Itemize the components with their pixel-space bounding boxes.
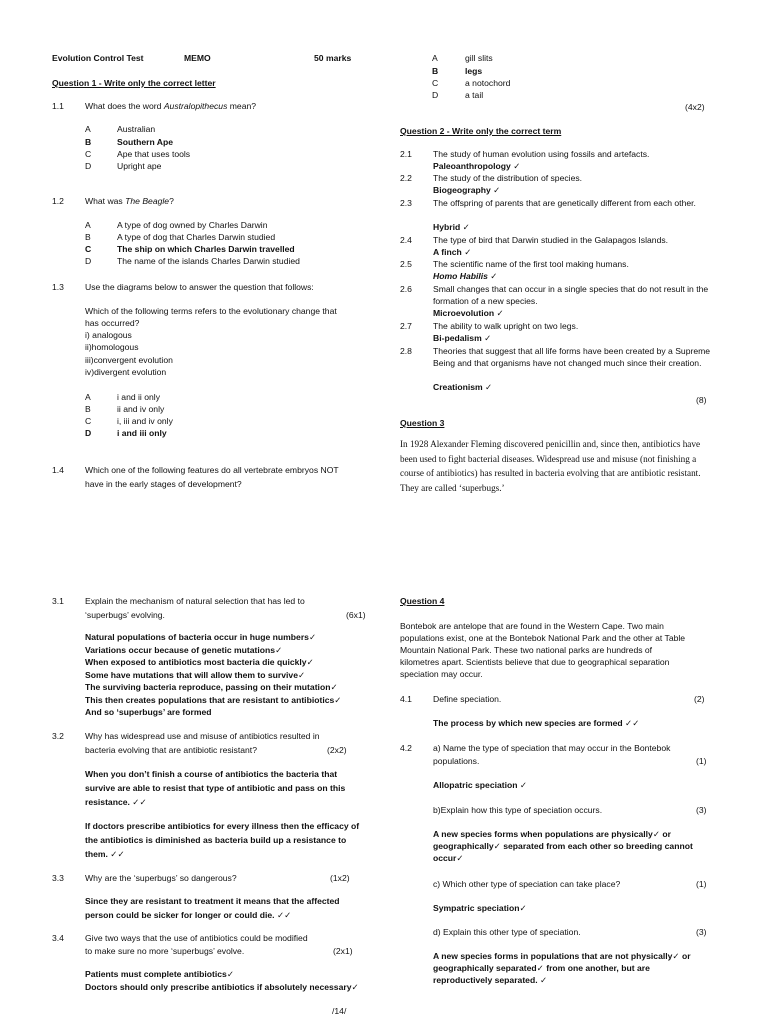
q1-3-item-4: iv)divergent evolution (85, 367, 167, 377)
q2-4-number: 2.4 (400, 235, 412, 245)
q4-2d-answer-line-3: reproductively separated. ✓ (433, 975, 548, 985)
q3-4-line-1: Give two ways that the use of antibiotics could be modified (85, 933, 308, 943)
q2-3-question: The offspring of parents that are genetically different from each other. (433, 198, 696, 208)
q3-2-line-2: bacteria evolving that are antibiotic resistant? (85, 745, 257, 755)
q1-4-option-b-letter: B (432, 66, 439, 76)
q2-8-question: Theories that suggest that all life forms have been created by a Supreme Being and that organisms have not changed much since their creation. (433, 346, 711, 368)
q3-1-answer-1: Natural populations of bacteria occur in huge numbers✓ (85, 632, 317, 642)
q3-1-answer-4: Some have mutations that will allow them to survive✓ (85, 670, 306, 680)
q3-4-line-2: to make sure no more ‘superbugs’ evolve. (85, 946, 245, 956)
question-4-title: Question 4 (400, 596, 445, 606)
q1-2-post: ? (169, 196, 174, 206)
q1-3-number: 1.3 (52, 282, 64, 292)
q3-3-answer-line-2: person could be sicker for longer or could die. ✓✓ (85, 910, 292, 920)
test-title: Evolution Control Test (52, 53, 144, 63)
q4-1-question: Define speciation. (433, 694, 502, 704)
q3-4-answer-2: Doctors should only prescribe antibiotics if absolutely necessary✓ (85, 982, 359, 992)
q1-1-option-d-letter: D (85, 161, 92, 171)
q1-4-option-b-answer: legs (465, 66, 483, 76)
page-number: /14/ (332, 1006, 347, 1016)
q1-1-option-c-letter: C (85, 149, 92, 159)
q1-4-option-c: a notochord (465, 78, 511, 88)
q2-marks: (8) (696, 395, 707, 405)
q3-1-answer-2: Variations occur because of genetic mutations✓ (85, 645, 283, 655)
q4-intro-line-3: Mountain National Park. These two national parks are hundreds of (400, 645, 653, 655)
q2-6-number: 2.6 (400, 284, 412, 294)
q2-7-number: 2.7 (400, 321, 412, 331)
q1-4-number: 1.4 (52, 465, 64, 475)
q1-1-number: 1.1 (52, 101, 64, 111)
q1-1-question (85, 101, 256, 111)
q4-1-answer: The process by which new species are formed ✓✓ (433, 718, 640, 728)
q2-2-question: The study of the distribution of species. (433, 173, 583, 183)
q3-4-number: 3.4 (52, 933, 64, 943)
q3-4-marks: (2x1) (333, 946, 353, 956)
question-3-title: Question 3 (400, 418, 445, 428)
q1-3-option-b-letter: B (85, 404, 91, 414)
q3-2-answer-1-line-2: survive are able to resist that type of antibiotic and pass on this (85, 783, 346, 793)
q3-2-line-1: Why has widespread use and misuse of antibiotics resulted in (85, 731, 320, 741)
q4-2a-answer: Allopatric speciation ✓ (433, 780, 528, 790)
q4-2b-answer-line-2: geographically✓ separated from each other so breeding cannot (433, 841, 693, 851)
q2-3-number: 2.3 (400, 198, 412, 208)
q3-3-number: 3.3 (52, 873, 64, 883)
q1-4-option-a: gill slits (465, 53, 493, 63)
q1-marks: (4x2) (685, 102, 705, 112)
q1-3-option-c-letter: C (85, 416, 92, 426)
q1-3-option-b: ii and iv only (117, 404, 165, 414)
question-1-title: Question 1 - Write only the correct letter (52, 78, 216, 88)
q4-2b-answer-line-1: A new species forms when populations are physically✓ or (433, 829, 672, 839)
q1-2-option-b-letter: B (85, 232, 91, 242)
q3-1-answer-5: The surviving bacteria reproduce, passing on their mutation✓ (85, 682, 338, 692)
q1-2-option-d-letter: D (85, 256, 92, 266)
q3-2-answer-2-line-1: If doctors prescribe antibiotics for every illness then the efficacy of (85, 821, 360, 831)
q2-4-question: The type of bird that Darwin studied in the Galapagos Islands. (433, 235, 669, 245)
q4-2a-line-1: a) Name the type of speciation that may occur in the Bontebok (433, 743, 671, 753)
q2-8-answer: Creationism ✓ (433, 382, 493, 392)
q1-4-line-1: Which one of the following features do all vertebrate embryos NOT (85, 465, 339, 475)
q1-1-option-b-letter: B (85, 137, 92, 147)
question-2-title: Question 2 - Write only the correct term (400, 126, 562, 136)
q1-2-pre: What was (85, 196, 126, 206)
q1-1-option-b-answer: Southern Ape (117, 137, 174, 147)
q4-2a-marks: (1) (696, 756, 707, 766)
q1-2-option-c-answer: The ship on which Charles Darwin travelled (117, 244, 295, 254)
q1-1-pre: What does the word (85, 101, 164, 111)
total-marks: 50 marks (314, 53, 352, 63)
q1-3-option-d-answer: i and iii only (117, 428, 167, 438)
q2-1-number: 2.1 (400, 149, 412, 159)
q3-1-line-1: Explain the mechanism of natural selection that has led to (85, 596, 305, 606)
q4-intro-line-2: populations exist, one at the Bontebok National Park and the other at Table (400, 633, 686, 643)
q2-7-question: The ability to walk upright on two legs. (433, 321, 579, 331)
q3-2-answer-1-line-3: resistance. ✓✓ (85, 797, 147, 807)
q3-1-number: 3.1 (52, 596, 64, 606)
q2-3-answer: Hybrid ✓ (433, 222, 470, 232)
q1-4-option-c-letter: C (432, 78, 439, 88)
q2-2-number: 2.2 (400, 173, 412, 183)
q1-2-question (85, 196, 174, 206)
q2-7-answer: Bi-pedalism ✓ (433, 333, 492, 343)
memo-label: MEMO (184, 53, 211, 63)
q3-1-marks: (6x1) (346, 610, 366, 620)
q4-1-number: 4.1 (400, 694, 412, 704)
q1-3-question: Use the diagrams below to answer the question that follows: (85, 282, 314, 292)
q1-3-sub-line-1: Which of the following terms refers to the evolutionary change that (85, 306, 337, 316)
q4-2a-line-2: populations. (433, 756, 480, 766)
q1-1-option-c: Ape that uses tools (117, 149, 191, 159)
q1-2-option-a: A type of dog owned by Charles Darwin (117, 220, 268, 230)
q1-2-option-d: The name of the islands Charles Darwin studied (117, 256, 300, 266)
q1-1-option-a: Australian (117, 124, 156, 134)
q4-intro-line-1: Bontebok are antelope that are found in the Western Cape. Two main (400, 621, 664, 631)
q1-4-line-2: have in the early stages of development? (85, 479, 242, 489)
q4-2d-answer-line-1: A new species forms in populations that are not physically✓ or (433, 951, 691, 961)
q4-2d-marks: (3) (696, 927, 707, 937)
q1-2-option-c-letter: C (85, 244, 92, 254)
q4-intro-line-4: kilometres apart. Scientists believe that due to geographical separation (400, 657, 670, 667)
q1-3-sub-line-2: has occurred? (85, 318, 140, 328)
q1-3-option-a: i and ii only (117, 392, 160, 402)
q1-3-option-a-letter: A (85, 392, 91, 402)
q1-3-item-2: ii)homologous (85, 342, 139, 352)
q3-intro: In 1928 Alexander Fleming discovered penicillin and, since then, antibiotics have been used to fight bacterial diseases. Widespread use and misuse (not finishing a course of antibiotics) has resulted in bacteria evolving that are antibiotic resistant. They are called ‘superbugs.’ (400, 439, 701, 493)
q3-1-line-2: ‘superbugs’ evolving. (85, 610, 165, 620)
q1-2-number: 1.2 (52, 196, 64, 206)
q1-2-option-b: A type of dog that Charles Darwin studied (117, 232, 276, 242)
q3-4-answer-1: Patients must complete antibiotics✓ (85, 969, 235, 979)
q4-2-number: 4.2 (400, 743, 412, 753)
q4-2d-question: d) Explain this other type of speciation. (433, 927, 581, 937)
q2-6-answer: Microevolution ✓ (433, 308, 504, 318)
q2-5-question: The scientific name of the first tool making humans. (433, 259, 629, 269)
q1-1-option-d: Upright ape (117, 161, 162, 171)
q3-1-answer-6: This then creates populations that are resistant to antibiotics✓ (85, 695, 342, 705)
q1-1-word: Australopithecus (163, 101, 228, 111)
q1-1-option-a-letter: A (85, 124, 91, 134)
q4-2c-answer: Sympatric speciation✓ (433, 903, 527, 913)
q3-1-answer-7: And so ‘superbugs’ are formed (85, 707, 212, 717)
q3-2-answer-1-line-1: When you don’t finish a course of antibiotics the bacteria that (85, 769, 338, 779)
q1-1-post: mean? (227, 101, 257, 111)
q1-4-option-d-letter: D (432, 90, 439, 100)
q3-1-answer-3: When exposed to antibiotics most bacteria die quickly✓ (85, 657, 314, 667)
q3-3-question: Why are the ‘superbugs’ so dangerous? (85, 873, 237, 883)
q3-2-marks: (2x2) (327, 745, 347, 755)
q4-1-marks: (2) (694, 694, 705, 704)
q3-3-marks: (1x2) (330, 873, 350, 883)
q4-2b-answer-line-3: occur✓ (433, 853, 464, 863)
q4-2c-question: c) Which other type of speciation can take place? (433, 879, 621, 889)
q1-2-word: The Beagle (125, 196, 170, 206)
q3-2-number: 3.2 (52, 731, 64, 741)
q4-2b-question: b)Explain how this type of speciation occurs. (433, 805, 603, 815)
q3-2-answer-2-line-3: them. ✓✓ (85, 849, 125, 859)
q2-8-number: 2.8 (400, 346, 412, 356)
q2-2-answer: Biogeography ✓ (433, 185, 501, 195)
q3-3-answer-line-1: Since they are resistant to treatment it means that the affected (85, 896, 340, 906)
q1-3-item-3: iii)convergent evolution (85, 355, 173, 365)
q4-2b-marks: (3) (696, 805, 707, 815)
q2-5-answer: Homo Habilis ✓ (433, 271, 498, 281)
q1-4-option-a-letter: A (432, 53, 438, 63)
q1-2-option-a-letter: A (85, 220, 91, 230)
q3-2-answer-2-line-2: the antibiotics is diminished as bacteria build up a resistance to (85, 835, 347, 845)
q4-intro-line-5: speciation may occur. (400, 669, 483, 679)
q1-3-option-c: i, iii and iv only (117, 416, 173, 426)
q2-1-answer: Paleoanthropology ✓ (433, 161, 521, 171)
q2-4-answer: A finch ✓ (433, 247, 472, 257)
q2-6-question: Small changes that can occur in a single species that do not result in the formation of a new species. (433, 284, 709, 306)
q1-4-option-d: a tail (465, 90, 484, 100)
q2-1-question: The study of human evolution using fossils and artefacts. (433, 149, 650, 159)
q1-3-item-1: i) analogous (85, 330, 132, 340)
q4-2d-answer-line-2: geographically separated✓ from one another, but are (433, 963, 650, 973)
q4-2c-marks: (1) (696, 879, 707, 889)
q2-5-number: 2.5 (400, 259, 412, 269)
q1-3-option-d-letter: D (85, 428, 92, 438)
